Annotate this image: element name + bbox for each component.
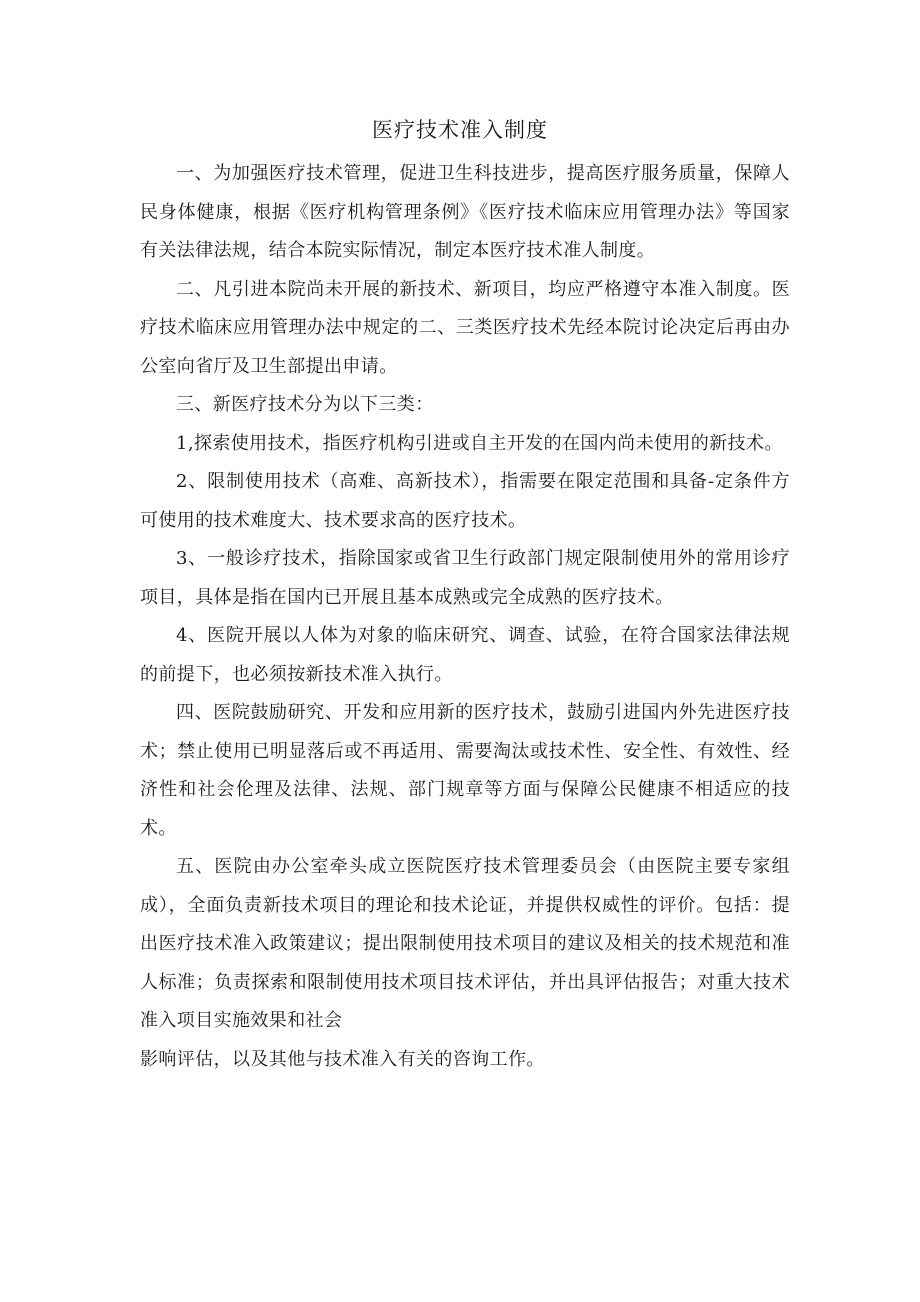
document-body [140,155,790,1079]
paragraph-9: 五、医院由办公室牵头成立医院医疗技术管理委员会（由医院主要专家组成），全面负责新技术项目的理论和技术论证，并提供权威性的评价。包括：提出医疗技术准入政策建议；提出限制使用技术项目的建议及相关的技术规范和准人标准；负责探索和限制使用技术项目技术评估，并出具评估报告；对重大技术准入项目实施效果和社会 [140,856,790,1031]
paragraph-7: 4、医院开展以人体为对象的临床研究、调查、试验，在符合国家法律法规的前提下，也必须按新技术准入执行。 [140,625,790,685]
paragraph-3: 三、新医疗技术分为以下三类： [176,394,434,415]
document-title: 医疗技术准入制度 [372,118,548,142]
paragraph-4: 1,探索使用技术，指医疗机构引进或自主开发的在国内尚未使用的新技术。 [176,432,783,454]
paragraph-5: 2、限制使用技术（高难、高新技术），指需要在限定范围和具备-定条件方可使用的技术难度大、技术要求高的医疗技术。 [140,471,790,531]
paragraph-8: 四、医院鼓励研究、开发和应用新的医疗技术，鼓励引进国内外先进医疗技术；禁止使用已明显落后或不再适用、需要淘汰或技术性、安全性、有效性、经济性和社会伦理及法律、法规、部门规章等方面与保障公民健康不相适应的技术。 [140,702,790,839]
paragraph-2: 二、凡引进本院尚未开展的新技术、新项目，均应严格遵守本准入制度。医疗技术临床应用管理办法中规定的二、三类医疗技术先经本院讨论决定后再由办公室向省厅及卫生部提出申请。 [140,278,790,377]
paragraph-6: 3、一般诊疗技术，指除国家或省卫生行政部门规定限制使用外的常用诊疗项目，具体是指在国内已开展且基本成熟或完全成熟的医疗技术。 [140,548,790,608]
paragraph-9-continuation: 影响评估，以及其他与技术准入有关的咨询工作。 [140,1048,545,1070]
paragraph-1: 一、为加强医疗技术管理，促进卫生科技进步，提高医疗服务质量，保障人民身体健康，根据《医疗机构管理条例》《医疗技术临床应用管理办法》等国家有关法律法规，结合本院实际情况，制定本医疗技术准人制度。 [140,163,790,261]
